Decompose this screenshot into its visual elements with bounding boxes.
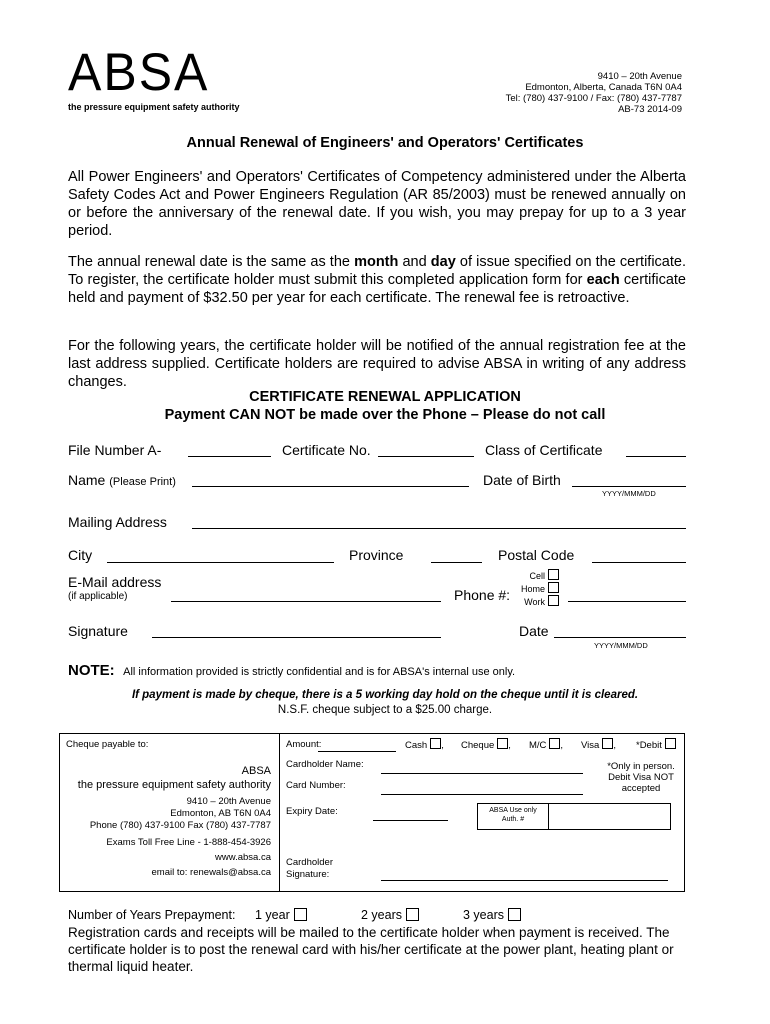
city-label: City bbox=[68, 547, 93, 563]
payee-address-line-1: 9410 – 20th Avenue bbox=[186, 796, 271, 807]
p2-text-c: of issue specified on the certificate. To register, the certificate holder must submit this completed application form for bbox=[68, 254, 686, 288]
cell-checkbox[interactable] bbox=[548, 569, 559, 580]
postal-code-label: Postal Code bbox=[498, 547, 575, 563]
visa-checkbox[interactable] bbox=[602, 738, 613, 749]
absa-use-labels bbox=[478, 806, 548, 824]
payee-address-line-2: Edmonton, AB T6N 0A4 bbox=[170, 808, 271, 819]
city-input[interactable] bbox=[107, 562, 334, 563]
visa-label: Visa bbox=[581, 740, 600, 751]
postal-code-input[interactable] bbox=[592, 562, 686, 563]
p2-each: each bbox=[586, 272, 620, 288]
notification-paragraph: For the following years, the certificate holder will be notified of the annual registration fee at the last address supplied. Certificate holders are required to advise ABSA in writing of any address changes. bbox=[68, 338, 686, 390]
tollfree-line: Exams Toll Free Line - 1-888-454-3926 bbox=[106, 837, 271, 848]
mc-checkbox[interactable] bbox=[549, 738, 560, 749]
amount-label: Amount: bbox=[286, 739, 322, 750]
date-format: YYYY/MMM/DD bbox=[594, 641, 648, 650]
address-line-3: Tel: (780) 437-9100 / Fax: (780) 437-7787 bbox=[505, 93, 682, 104]
cheque-label: Cheque bbox=[461, 740, 495, 751]
phone-home-option[interactable] bbox=[515, 582, 559, 595]
cardholder-name-label: Cardholder Name: bbox=[286, 759, 364, 770]
name-label bbox=[68, 472, 176, 488]
address-line-1: 9410 – 20th Avenue bbox=[597, 71, 682, 82]
prepay-3-years-checkbox[interactable] bbox=[508, 908, 521, 921]
prepay-3-years-label: 3 years bbox=[463, 908, 504, 922]
page-title: Annual Renewal of Engineers' and Operators' Certificates bbox=[186, 135, 584, 151]
header-address bbox=[506, 71, 682, 115]
prepay-2-years[interactable] bbox=[361, 908, 419, 922]
phone-home-label: Home bbox=[520, 584, 545, 594]
prepay-3-years[interactable] bbox=[463, 908, 521, 922]
application-subheading: Payment CAN NOT be made over the Phone – Please do not call bbox=[164, 407, 606, 423]
prepay-1-year-checkbox[interactable] bbox=[294, 908, 307, 921]
prepay-1-year-label: 1 year bbox=[255, 908, 290, 922]
nsf-note: N.S.F. cheque subject to a $25.00 charge. bbox=[277, 704, 493, 716]
phone-input[interactable] bbox=[568, 601, 686, 602]
payee-contact bbox=[66, 835, 271, 880]
note-block bbox=[68, 662, 515, 680]
absa-use-divider bbox=[548, 803, 549, 830]
certificate-no-input[interactable] bbox=[378, 456, 474, 457]
note-label: NOTE: bbox=[68, 662, 115, 679]
debit-option[interactable] bbox=[636, 738, 676, 751]
debit-label: *Debit bbox=[636, 740, 662, 751]
phone-type-options bbox=[515, 569, 559, 608]
email-hint: (if applicable) bbox=[68, 591, 128, 602]
dob-format: YYYY/MMM/DD bbox=[602, 489, 656, 498]
renewal-date-paragraph bbox=[68, 253, 686, 307]
prepay-2-years-label: 2 years bbox=[361, 908, 402, 922]
registration-note: Registration cards and receipts will be mailed to the certificate holder when payment is received. The certificate holder is to post the renewal card with his/her certificate at the power plant, heating plant or thermal liquid heater. bbox=[68, 925, 674, 974]
name-input[interactable] bbox=[192, 486, 469, 487]
class-input[interactable] bbox=[626, 456, 686, 457]
phone-cell-label: Cell bbox=[529, 571, 545, 581]
form-code: AB-73 2014-09 bbox=[618, 104, 682, 115]
class-label: Class of Certificate bbox=[485, 442, 603, 458]
home-checkbox[interactable] bbox=[548, 582, 559, 593]
payee-org bbox=[66, 764, 271, 792]
prepay-1-year[interactable] bbox=[255, 908, 307, 922]
name-label-text: Name bbox=[68, 472, 106, 488]
payee-full-name: the pressure equipment safety authority bbox=[77, 779, 271, 791]
cheque-checkbox[interactable] bbox=[497, 738, 508, 749]
note-text: All information provided is strictly confidential and is for ABSA's internal use only. bbox=[123, 666, 516, 678]
cardholder-sig-line-1: Cardholder bbox=[286, 857, 333, 868]
dob-input[interactable] bbox=[572, 486, 686, 487]
cardholder-sig-line-2: Signature: bbox=[286, 869, 330, 880]
phone-work-label: Work bbox=[524, 597, 545, 607]
signature-label: Signature bbox=[68, 623, 128, 639]
p2-text-b: and bbox=[398, 254, 431, 270]
file-number-input[interactable] bbox=[188, 456, 271, 457]
expiry-label: Expiry Date: bbox=[286, 806, 338, 817]
prepay-label: Number of Years Prepayment: bbox=[68, 908, 236, 922]
expiry-input[interactable] bbox=[373, 820, 448, 821]
certificate-no-label: Certificate No. bbox=[282, 442, 371, 458]
p2-day: day bbox=[430, 254, 456, 270]
payment-table-divider bbox=[279, 733, 280, 892]
mailing-address-label: Mailing Address bbox=[68, 514, 167, 530]
phone-label: Phone #: bbox=[454, 587, 511, 603]
auth-label: Auth. # bbox=[501, 816, 525, 823]
phone-cell-option[interactable] bbox=[515, 569, 559, 582]
signature-input[interactable] bbox=[152, 637, 441, 638]
absa-use-label: ABSA Use only bbox=[489, 807, 537, 814]
province-label: Province bbox=[349, 547, 404, 563]
debit-note: *Only in person. Debit Visa NOT accepted bbox=[607, 761, 675, 794]
cardholder-signature-input[interactable] bbox=[381, 880, 668, 881]
cheque-hold-note: If payment is made by cheque, there is a 5 working day hold on the cheque until it is cleared. bbox=[131, 689, 639, 701]
cash-option[interactable]: Cash , bbox=[405, 740, 444, 751]
cash-label: Cash bbox=[405, 740, 428, 751]
payee-phone-fax: Phone (780) 437-9100 Fax (780) 437-7787 bbox=[89, 820, 271, 831]
prepayment-row bbox=[68, 908, 688, 922]
p2-text-d: certificate held and payment of $32.50 per year for each certificate. The renewal fee is retroactive. bbox=[68, 272, 686, 306]
cheque-option[interactable]: Cheque , bbox=[461, 740, 511, 751]
tagline: the pressure equipment safety authority bbox=[68, 102, 240, 112]
cardholder-signature-label bbox=[286, 857, 333, 881]
card-number-label: Card Number: bbox=[286, 780, 346, 791]
dob-label: Date of Birth bbox=[483, 472, 561, 488]
email-input[interactable] bbox=[171, 601, 441, 602]
cheque-payable-label: Cheque payable to: bbox=[66, 739, 149, 750]
mc-label: M/C bbox=[529, 740, 547, 751]
mailing-address-input[interactable] bbox=[192, 528, 686, 529]
prepay-2-years-checkbox[interactable] bbox=[406, 908, 419, 921]
card-number-input[interactable] bbox=[381, 794, 583, 795]
debit-checkbox[interactable] bbox=[665, 738, 676, 749]
province-input[interactable] bbox=[431, 562, 482, 563]
amount-input[interactable] bbox=[318, 751, 396, 752]
cardholder-name-input[interactable] bbox=[381, 773, 583, 774]
email-contact[interactable]: email to: renewals@absa.ca bbox=[151, 867, 271, 878]
p2-text-a: The annual renewal date is the same as the bbox=[68, 254, 355, 270]
application-heading: CERTIFICATE RENEWAL APPLICATION bbox=[249, 389, 521, 405]
phone-work-option[interactable] bbox=[515, 595, 559, 608]
p2-month: month bbox=[354, 254, 399, 270]
intro-paragraph: All Power Engineers' and Operators' Certificates of Competency administered under the Alberta Safety Codes Act and Power Engineers Regulation (AR 85/2003) must be renewed annually on or before the anniversary of the renewal date. If you wish, you may prepay for up to a 3 year period. bbox=[68, 169, 686, 239]
date-label: Date bbox=[519, 623, 549, 639]
website-link[interactable]: www.absa.ca bbox=[215, 852, 271, 863]
name-hint: (Please Print) bbox=[109, 476, 176, 488]
mc-option[interactable]: M/C , bbox=[529, 740, 564, 751]
visa-option[interactable]: Visa , bbox=[581, 740, 616, 751]
cash-checkbox[interactable] bbox=[430, 738, 441, 749]
absa-logo: ABSA bbox=[68, 42, 210, 102]
file-number-label: File Number A- bbox=[68, 442, 162, 458]
address-line-2: Edmonton, Alberta, Canada T6N 0A4 bbox=[525, 82, 682, 93]
email-label: E-Mail address bbox=[68, 574, 162, 590]
payee-abbrev: ABSA bbox=[241, 765, 271, 777]
payee-address bbox=[66, 796, 271, 832]
date-input[interactable] bbox=[554, 637, 686, 638]
work-checkbox[interactable] bbox=[548, 595, 559, 606]
